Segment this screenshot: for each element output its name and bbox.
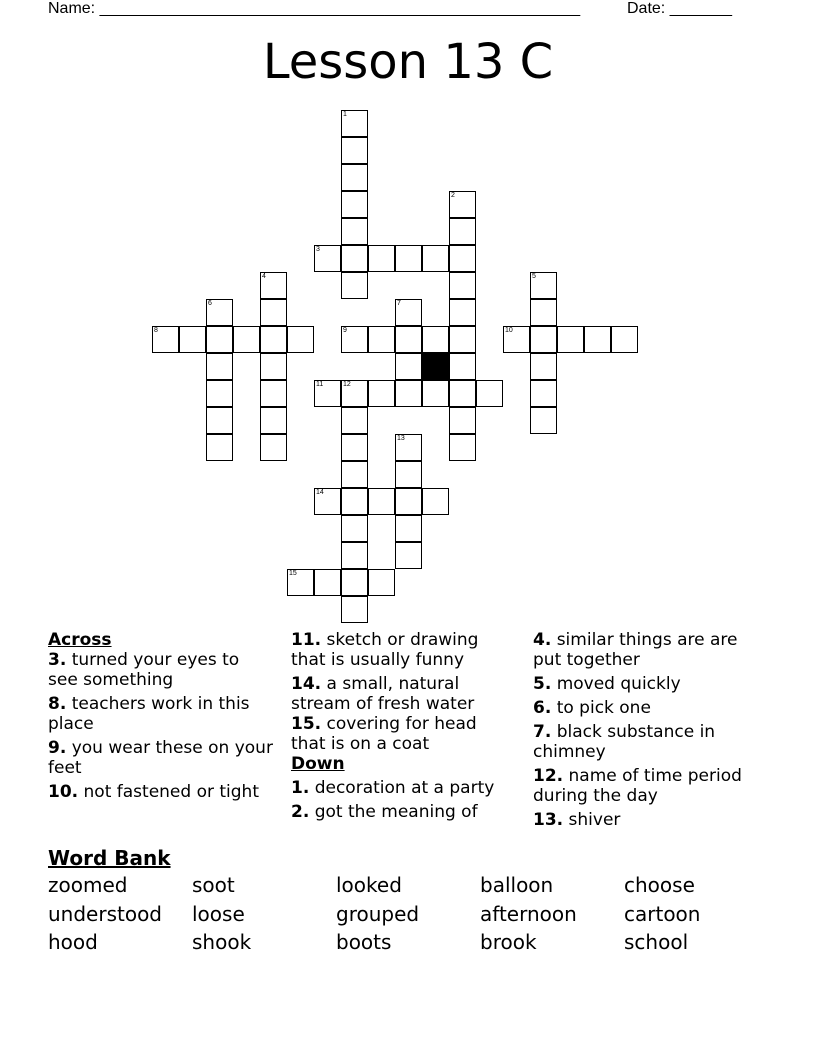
grid-cell[interactable]	[449, 380, 476, 407]
grid-cell[interactable]	[422, 245, 449, 272]
grid-cell[interactable]	[206, 407, 233, 434]
grid-cell[interactable]	[341, 461, 368, 488]
cell-number: 7	[397, 300, 401, 307]
page-title: Lesson 13 C	[262, 34, 554, 90]
grid-cell[interactable]	[152, 326, 179, 353]
grid-cell[interactable]	[206, 299, 233, 326]
grid-cell[interactable]	[314, 569, 341, 596]
word-bank-word: school	[624, 930, 689, 954]
grid-cell[interactable]	[341, 272, 368, 299]
grid-cell[interactable]	[368, 569, 395, 596]
cell-number: 15	[289, 570, 297, 577]
cell-number: 14	[316, 489, 324, 496]
cell-number: 5	[532, 273, 536, 280]
grid-cell[interactable]	[341, 245, 368, 272]
grid-cell[interactable]	[341, 326, 368, 353]
word-bank-word: cartoon	[624, 902, 701, 926]
clue-down-2: 2. got the meaning of	[291, 802, 478, 822]
grid-cell[interactable]	[341, 407, 368, 434]
grid-cell[interactable]	[395, 488, 422, 515]
grid-cell[interactable]	[260, 407, 287, 434]
word-bank-word: understood	[48, 902, 163, 926]
grid-cell[interactable]	[368, 488, 395, 515]
cell-number: 9	[343, 327, 347, 334]
cell-number: 11	[316, 381, 324, 388]
grid-block	[422, 353, 449, 380]
grid-cell[interactable]	[530, 299, 557, 326]
clue-across-11: 11. sketch or drawing that is usually funny	[291, 630, 479, 670]
clue-down-1: 1. decoration at a party	[291, 778, 495, 798]
grid-cell[interactable]	[287, 326, 314, 353]
grid-cell[interactable]	[260, 299, 287, 326]
grid-cell[interactable]	[503, 326, 530, 353]
grid-cell[interactable]	[449, 218, 476, 245]
grid-cell[interactable]	[341, 137, 368, 164]
grid-cell[interactable]	[341, 164, 368, 191]
word-bank-word: brook	[480, 930, 537, 954]
clue-across-14: 14. a small, natural stream of fresh water	[291, 674, 475, 714]
clue-across-15: 15. covering for head that is on a coat	[291, 714, 477, 754]
clue-down-5: 5. moved quickly	[533, 674, 681, 694]
grid-cell[interactable]	[341, 380, 368, 407]
grid-cell[interactable]	[449, 353, 476, 380]
grid-cell[interactable]	[179, 326, 206, 353]
clue-down-12: 12. name of time period during the day	[533, 766, 742, 806]
clues-column-3	[533, 630, 768, 834]
grid-cell[interactable]	[341, 218, 368, 245]
grid-cell[interactable]	[395, 353, 422, 380]
grid-cell[interactable]	[341, 488, 368, 515]
grid-cell[interactable]	[611, 326, 638, 353]
clues-column-2	[291, 630, 509, 826]
clue-down-6: 6. to pick one	[533, 698, 651, 718]
grid-cell[interactable]	[395, 326, 422, 353]
grid-cell[interactable]	[341, 191, 368, 218]
word-bank-word: zoomed	[48, 873, 128, 897]
cell-number: 6	[208, 300, 212, 307]
grid-cell[interactable]	[260, 353, 287, 380]
grid-cell[interactable]	[314, 488, 341, 515]
grid-cell[interactable]	[368, 326, 395, 353]
grid-cell[interactable]	[206, 353, 233, 380]
clue-down-13: 13. shiver	[533, 810, 621, 830]
cell-number: 10	[505, 327, 513, 334]
grid-cell[interactable]	[449, 191, 476, 218]
grid-cell[interactable]	[422, 326, 449, 353]
grid-cell[interactable]	[314, 380, 341, 407]
date-field[interactable]: Date: _______	[627, 0, 732, 17]
cell-number: 8	[154, 327, 158, 334]
grid-cell[interactable]	[368, 245, 395, 272]
grid-cell[interactable]	[341, 515, 368, 542]
grid-cell[interactable]	[395, 380, 422, 407]
grid-cell[interactable]	[341, 110, 368, 137]
grid-cell[interactable]	[395, 515, 422, 542]
grid-cell[interactable]	[395, 434, 422, 461]
grid-cell[interactable]	[584, 326, 611, 353]
word-bank-word: choose	[624, 873, 695, 897]
word-bank-title: Word Bank	[48, 846, 171, 870]
grid-cell[interactable]	[341, 596, 368, 623]
grid-cell[interactable]	[395, 299, 422, 326]
grid-cell[interactable]	[206, 434, 233, 461]
grid-cell[interactable]	[260, 380, 287, 407]
cell-number: 4	[262, 273, 266, 280]
grid-cell[interactable]	[206, 326, 233, 353]
grid-cell[interactable]	[395, 542, 422, 569]
across-heading: Across	[48, 630, 112, 650]
grid-cell[interactable]	[530, 407, 557, 434]
word-bank-word: looked	[336, 873, 402, 897]
clue-across-8: 8. teachers work in this place	[48, 694, 250, 734]
clue-down-7: 7. black substance in chimney	[533, 722, 716, 762]
grid-cell[interactable]	[260, 272, 287, 299]
grid-cell[interactable]	[233, 326, 260, 353]
down-heading: Down	[291, 754, 345, 774]
word-bank-word: hood	[48, 930, 98, 954]
word-bank-word: afternoon	[480, 902, 577, 926]
cell-number: 12	[343, 381, 351, 388]
clue-across-10: 10. not fastened or tight	[48, 782, 260, 802]
clue-across-9: 9. you wear these on your feet	[48, 738, 273, 778]
grid-cell[interactable]	[287, 569, 314, 596]
grid-cell[interactable]	[206, 380, 233, 407]
grid-cell[interactable]	[341, 434, 368, 461]
grid-cell[interactable]	[368, 380, 395, 407]
cell-number: 2	[451, 192, 455, 199]
grid-cell[interactable]	[530, 353, 557, 380]
cell-number: 1	[343, 111, 347, 118]
clue-down-4: 4. similar things are are put together	[533, 630, 738, 670]
clue-across-3: 3. turned your eyes to see something	[48, 650, 240, 690]
word-bank-word: soot	[192, 873, 235, 897]
grid-cell[interactable]	[449, 407, 476, 434]
word-bank-word: shook	[192, 930, 252, 954]
grid-cell[interactable]	[260, 434, 287, 461]
cell-number: 3	[316, 246, 320, 253]
grid-cell[interactable]	[422, 380, 449, 407]
grid-cell[interactable]	[449, 434, 476, 461]
clues-column-1	[48, 630, 273, 806]
grid-cell[interactable]	[341, 569, 368, 596]
grid-cell[interactable]	[449, 272, 476, 299]
word-bank-word: boots	[336, 930, 392, 954]
grid-cell[interactable]	[449, 245, 476, 272]
grid-cell[interactable]	[449, 326, 476, 353]
grid-cell[interactable]	[314, 245, 341, 272]
word-bank-word: grouped	[336, 902, 420, 926]
grid-cell[interactable]	[557, 326, 584, 353]
word-bank-word: loose	[192, 902, 245, 926]
grid-cell[interactable]	[530, 326, 557, 353]
grid-cell[interactable]	[530, 272, 557, 299]
grid-cell[interactable]	[395, 245, 422, 272]
word-bank-word: balloon	[480, 873, 554, 897]
name-field[interactable]: Name: ______________________________________________________	[48, 0, 581, 17]
grid-cell[interactable]	[476, 380, 503, 407]
grid-cell[interactable]	[530, 380, 557, 407]
cell-number: 13	[397, 435, 405, 442]
grid-cell[interactable]	[395, 461, 422, 488]
grid-cell[interactable]	[341, 542, 368, 569]
grid-cell[interactable]	[260, 326, 287, 353]
grid-cell[interactable]	[449, 299, 476, 326]
grid-cell[interactable]	[422, 488, 449, 515]
